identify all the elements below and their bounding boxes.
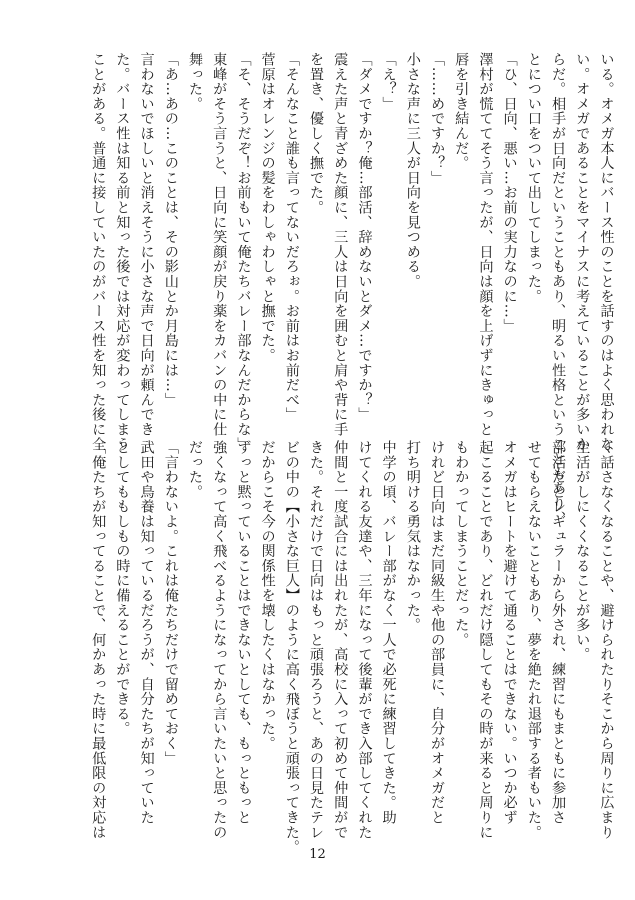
text-column: 唇を引き結んだ。 [453,52,470,171]
text-column: 「あ…あの…このことは、その影山とか月島には…」 [162,52,179,408]
text-column: 「ひ、日向、悪い…お前の実力なのに…」 [501,52,518,334]
text-column: けれど日向はまだ同級生や他の部員に、自分がオメガだと [429,440,446,825]
text-column: 小さな声に三人が日向を見つめる。 [404,52,421,289]
text-column: ずっと黙っていることはできないとしても、もっともっと [235,440,252,825]
text-column: オメガはヒートを避けて通ることはできない。いつか必ず [501,440,518,825]
text-column: 「そ、そうだぞ！お前もいて俺たちバレー部なんだからな」 [235,52,252,452]
text-column: いる。オメガ本人にバース性のことを話すのはよく思われな [598,52,615,452]
text-column: きた。それだけで日向はもっと頑張ろうと、あの日見たテレ [308,440,325,840]
text-column: 生活がしにくくなることが多い。 [574,440,591,662]
text-column: 「え？」 [380,52,397,112]
text-column: 菅原はオレンジの髪をわしゃわしゃと撫でた。 [259,52,276,363]
text-column: としてももしもの時に備えることができる。 [114,440,131,736]
text-column: けてくれる友達や、三年になって後輩ができ入部してくれた [356,440,373,840]
text-column: 言わないでほしいと消えそうに小さな声で日向が頼んでき [138,52,155,437]
text-column: らだ。相手が日向だということもあり、明るい性格ということもあり、 [550,52,567,526]
text-column: 打ち明ける勇気はなかった。 [404,440,421,633]
text-column: 「俺たちが知ってることで、何かあった時に最低限の対応は [90,440,107,840]
text-column: 強くなって高く飛べるようになってから言いたいと思ったの [211,440,228,840]
page-number: 12 [309,847,326,862]
text-column: 武田や鳥養は知っているだろうが、自分たちが知っていた [138,440,155,825]
text-column: い。オメガであることをマイナスに考えていることが多いか [574,52,591,452]
text-column: 部活だとレギュラーから外され、練習にもまともに参加さ [550,440,567,825]
text-column: 東峰がそう言うと、日向に笑顔が戻り薬をカバンの中に仕 [211,52,228,437]
text-column: せてもらえないこともあり、夢を絶たれ退部する者もいた。 [525,440,542,840]
text-column: た。バース性は知る前と知った後では対応が変わってしまう [114,52,131,452]
text-column: ビの中の【小さな巨人】のように高く飛ぼうと頑張ってきた。 [283,440,300,855]
text-column: 「言わないよ。これは俺たちだけで留めておく」 [162,440,179,766]
text-column: だった。 [187,440,204,500]
text-column: 舞った。 [187,52,204,112]
text-column: もわかってしまうことだった。 [453,440,470,648]
text-column: 「ダメですか？俺…部活、辞めないとダメ…ですか？」 [356,52,373,422]
text-column: を置き、優しく撫でた。 [308,52,325,215]
text-column: 起こることであり、どれだけ隠してもその時が来ると周りに [477,440,494,840]
text-column: 「……めですか？」 [429,52,446,186]
text-column: 中学の頃、バレー部がなく一人で必死に練習してきた。助 [380,440,397,825]
text-column: 「そんなこと誰も言ってないだろぉ。お前はお前だべ」 [283,52,300,422]
text-column: とについ口をついて出してしまった。 [525,52,542,304]
text-column: 澤村が慌ててそう言ったが、日向は顔を上げずにきゅっと [477,52,494,437]
text-column: 仲間と一度試合には出れたが、高校に入って初めて仲間がで [332,440,349,840]
text-column: ことがある。普通に接していたのがバース性を知った後に全 [90,52,107,452]
text-column: く話さなくなることや、避けられたりそこから周りに広まり [598,440,615,840]
text-column: 震えた声と青ざめた顔に、三人は日向を囲むと肩や背に手 [332,52,349,437]
text-column: だからこそ今の関係性を壊したくはなかった。 [259,440,276,751]
